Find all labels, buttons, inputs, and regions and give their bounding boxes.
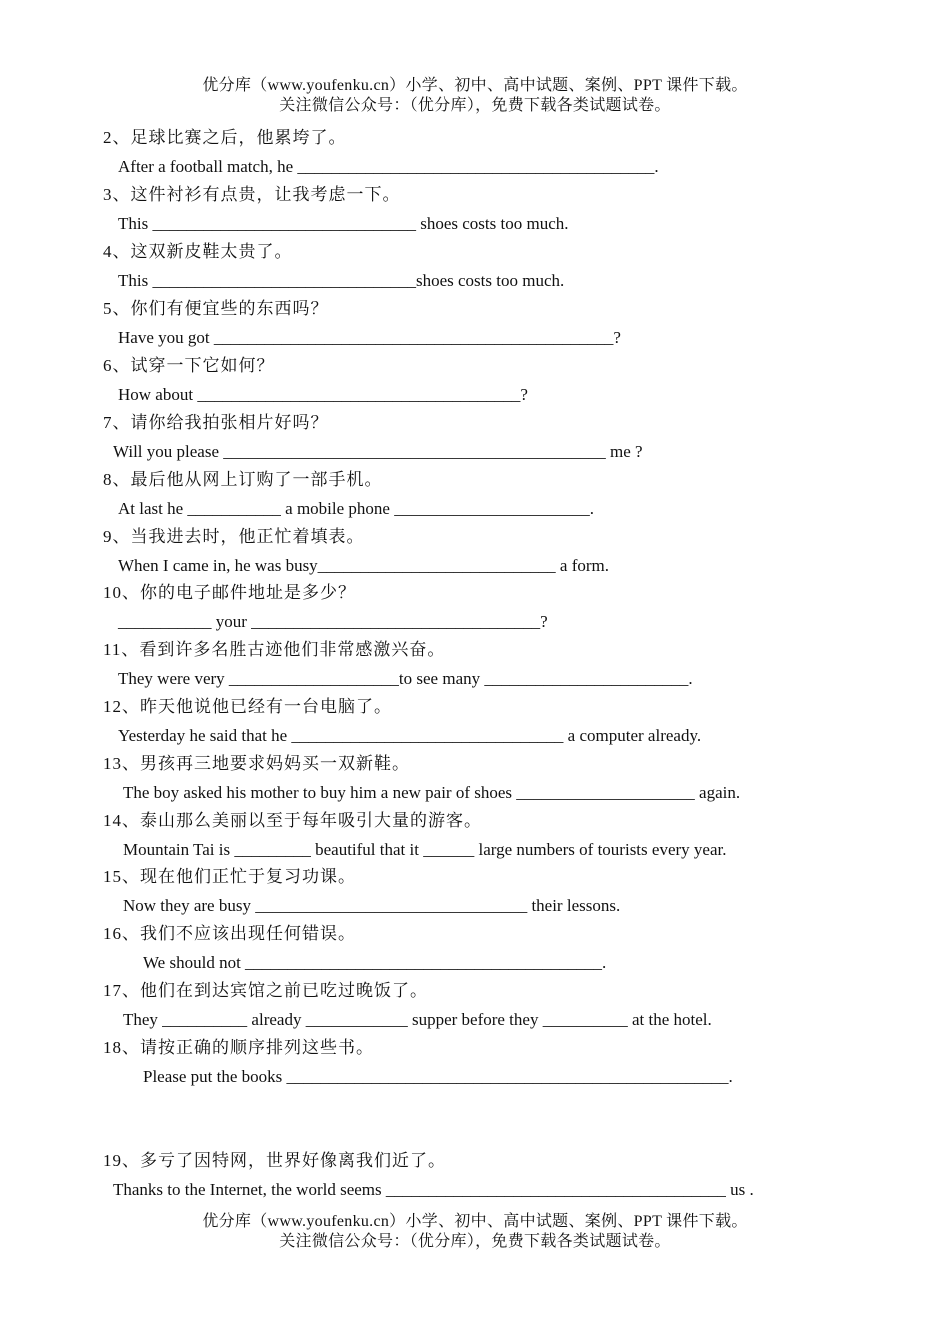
chinese-prompt: 5、你们有便宜些的东西吗？ — [103, 299, 329, 318]
english-sentence: Please put the books ____________________________________________________. — [143, 1067, 733, 1086]
chinese-prompt: 2、足球比赛之后，他累垮了。 — [103, 128, 347, 147]
english-sentence: Mountain Tai is _________ beautiful that it ______ large numbers of tourists every year. — [123, 840, 727, 859]
chinese-prompt: 12、昨天他说他已经有一台电脑了。 — [103, 697, 392, 716]
english-sentence: Yesterday he said that he ________________________________ a computer already. — [118, 726, 702, 745]
english-sentence: After a football match, he __________________________________________. — [118, 157, 659, 176]
chinese-prompt: 6、试穿一下它如何？ — [103, 356, 275, 375]
english-sentence: This _______________________________shoes costs too much. — [118, 271, 565, 290]
chinese-prompt: 18、请按正确的顺序排列这些书。 — [103, 1038, 374, 1057]
header-line-2: 关注微信公众号：（优分库），免费下载各类试题试卷。 — [279, 97, 671, 114]
chinese-prompt: 19、多亏了因特网，世界好像离我们近了。 — [103, 1151, 446, 1170]
header-line-1: 优分库（www.youfenku.cn）小学、初中、高中试题、案例、PPT 课件下载。 — [202, 77, 748, 94]
chinese-prompt: 15、现在他们正忙于复习功课。 — [103, 867, 356, 886]
english-sentence: How about ______________________________________? — [118, 385, 528, 404]
english-sentence: Now they are busy ________________________________ their lessons. — [123, 896, 621, 915]
chinese-prompt: 13、男孩再三地要求妈妈买一双新鞋。 — [103, 754, 410, 773]
english-sentence: ___________ your __________________________________? — [118, 612, 548, 631]
english-sentence: They were very ____________________to see many ________________________. — [118, 669, 693, 688]
english-sentence: When I came in, he was busy____________________________ a form. — [118, 556, 610, 575]
chinese-prompt: 7、请你给我拍张相片好吗？ — [103, 413, 329, 432]
chinese-prompt: 3、这件衬衫有点贵，让我考虑一下。 — [103, 185, 401, 204]
english-sentence: Will you please _____________________________________________ me ? — [113, 442, 643, 461]
chinese-prompt: 16、我们不应该出现任何错误。 — [103, 924, 356, 943]
chinese-prompt: 8、最后他从网上订购了一部手机。 — [103, 470, 383, 489]
footer-line-2: 关注微信公众号：（优分库），免费下载各类试题试卷。 — [279, 1233, 671, 1250]
english-sentence: We should not __________________________________________. — [143, 953, 607, 972]
chinese-prompt: 10、你的电子邮件地址是多少？ — [103, 583, 356, 602]
english-sentence: The boy asked his mother to buy him a new pair of shoes _____________________ again. — [123, 783, 741, 802]
chinese-prompt: 9、当我进去时，他正忙着填表。 — [103, 527, 365, 546]
chinese-prompt: 11、看到许多名胜古迹他们非常感激兴奋。 — [103, 640, 446, 659]
english-sentence: Have you got _______________________________________________? — [118, 328, 621, 347]
chinese-prompt: 14、泰山那么美丽以至于每年吸引大量的游客。 — [103, 811, 482, 830]
footer-line-1: 优分库（www.youfenku.cn）小学、初中、高中试题、案例、PPT 课件下载。 — [202, 1213, 748, 1230]
chinese-prompt: 4、这双新皮鞋太贵了。 — [103, 242, 293, 261]
english-sentence: They __________ already ____________ supper before they __________ at the hotel. — [123, 1010, 712, 1029]
english-sentence: At last he ___________ a mobile phone _______________________. — [118, 499, 594, 518]
english-sentence: Thanks to the Internet, the world seems ________________________________________ us . — [113, 1180, 754, 1199]
chinese-prompt: 17、他们在到达宾馆之前已吃过晚饭了。 — [103, 981, 428, 1000]
english-sentence: This _______________________________ shoes costs too much. — [118, 214, 569, 233]
